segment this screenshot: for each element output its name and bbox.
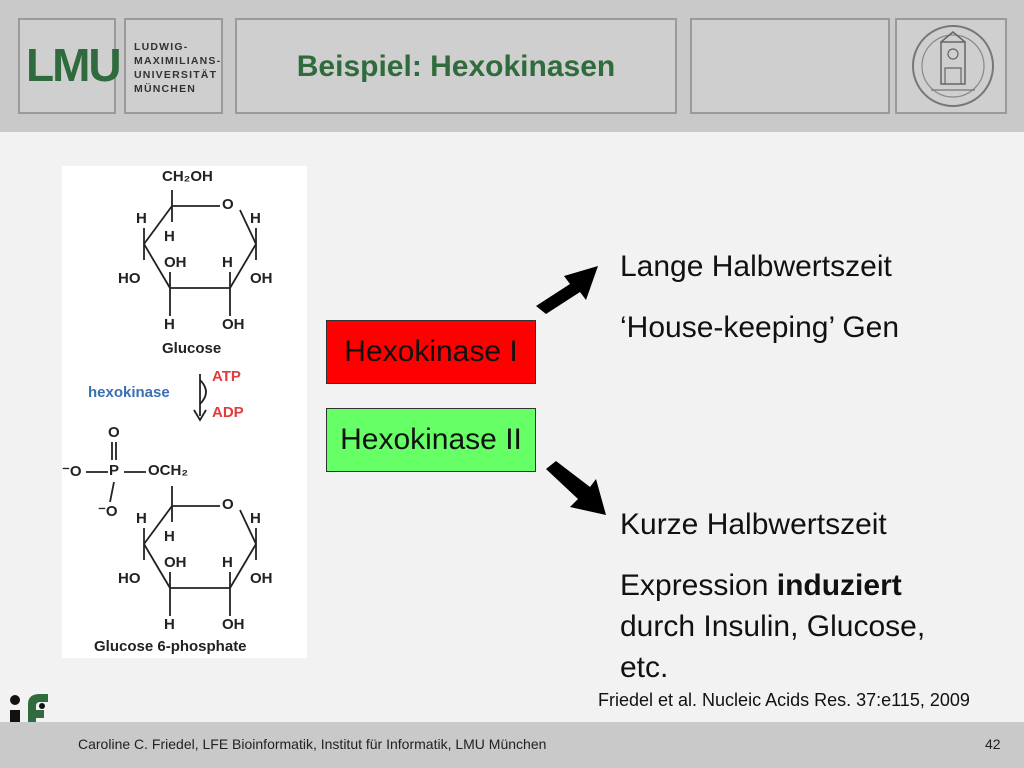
- h-label: H: [136, 210, 147, 227]
- arrow-down-right-icon: [540, 455, 616, 525]
- ring-oxygen-label: O: [222, 496, 234, 513]
- h-label: H: [250, 510, 261, 527]
- atp-label: ATP: [212, 368, 241, 385]
- oh-label: OH: [164, 254, 187, 271]
- h-label: H: [222, 254, 233, 271]
- lower-line-4: etc.: [620, 651, 669, 684]
- footer-author-text: Caroline C. Friedel, LFE Bioinformatik, Institut für Informatik, LMU München: [78, 736, 547, 752]
- glucose-phosphorylation-diagram: [62, 166, 307, 658]
- ho-label: HO: [118, 570, 141, 587]
- lower-line-3: durch Insulin, Glucose,: [620, 610, 926, 643]
- arrow-up-right-icon: [530, 258, 606, 328]
- hexokinase-1-label: Hexokinase I: [344, 335, 518, 368]
- phosphate-o-label: O: [108, 424, 120, 441]
- h-label: H: [164, 528, 175, 545]
- oh-label: OH: [222, 616, 245, 633]
- ho-label: HO: [118, 270, 141, 287]
- induziert-bold-text: induziert: [776, 569, 902, 602]
- header-empty-box: [690, 18, 890, 114]
- oh-label: OH: [250, 570, 273, 587]
- lmu-logo: LMU: [26, 39, 120, 91]
- hexokinase-2-label: Hexokinase II: [340, 423, 522, 456]
- phosphate-o-minus-label: ⁻O: [62, 463, 82, 480]
- h-label: H: [136, 510, 147, 527]
- h-label: H: [164, 616, 175, 633]
- phosphorus-label: P: [109, 462, 120, 479]
- university-name-box: [124, 18, 223, 114]
- upper-line-1: Lange Halbwertszeit: [620, 250, 892, 283]
- slide-header: [0, 0, 1024, 132]
- lmu-logo-box: [18, 18, 120, 114]
- hexokinase-1-box: [326, 320, 536, 384]
- university-seal-box: [895, 18, 1007, 114]
- university-name: LUDWIG- MAXIMILIANS- UNIVERSITÄT MÜNCHEN: [134, 41, 222, 95]
- ring-oxygen-label: O: [222, 196, 234, 213]
- ch2oh-label: CH₂OH: [162, 168, 213, 185]
- h-label: H: [164, 228, 175, 245]
- glucose-label: Glucose: [162, 340, 222, 357]
- och2-label: OCH₂: [148, 462, 188, 479]
- h-label: H: [250, 210, 261, 227]
- expression-text: Expression: [620, 569, 777, 602]
- slide-title: Beispiel: Hexokinasen: [296, 50, 616, 83]
- hexokinase-enzyme-label: hexokinase: [88, 384, 170, 401]
- lower-line-1: Kurze Halbwertszeit: [620, 508, 887, 541]
- phosphate-o-minus-label: ⁻O: [98, 503, 118, 520]
- h-label: H: [164, 316, 175, 333]
- oh-label: OH: [164, 554, 187, 571]
- citation: Friedel et al. Nucleic Acids Res. 37:e115, 2009: [598, 690, 970, 710]
- page-number: 42: [985, 736, 1001, 752]
- slide-footer: [0, 722, 1024, 768]
- glucose-6-phosphate-label: Glucose 6-phosphate: [94, 638, 247, 655]
- upper-line-2: ‘House-keeping’ Gen: [620, 311, 900, 344]
- title-box: [235, 18, 677, 114]
- h-label: H: [222, 554, 233, 571]
- lower-line-2: [620, 569, 902, 603]
- adp-label: ADP: [212, 404, 244, 421]
- hexokinase-2-box: [326, 408, 536, 472]
- oh-label: OH: [250, 270, 273, 287]
- oh-label: OH: [222, 316, 245, 333]
- university-seal-icon: [911, 24, 995, 108]
